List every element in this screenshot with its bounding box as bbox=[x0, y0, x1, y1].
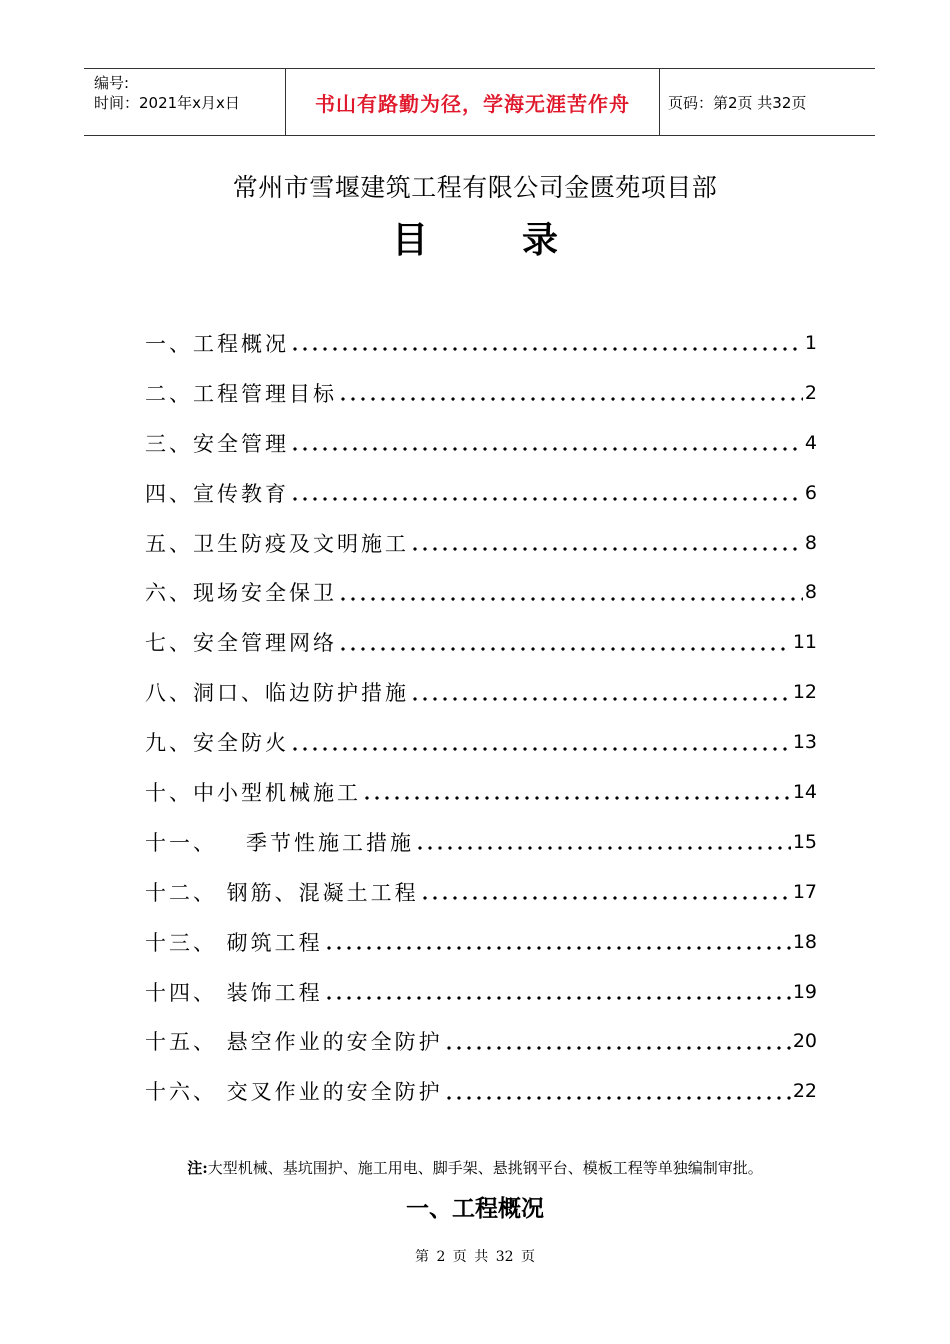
toc-entry[interactable] bbox=[145, 717, 817, 767]
toc-leader-dots bbox=[420, 881, 791, 902]
number-label: 编号: bbox=[94, 74, 130, 92]
toc-entry-label: 三、安全管理 bbox=[145, 431, 289, 456]
toc-entry-label: 十二、 钢筋、混凝土工程 bbox=[145, 880, 419, 905]
toc-entry-label: 十五、 悬空作业的安全防护 bbox=[145, 1030, 443, 1055]
toc-entry-label: 五、卫生防疫及文明施工 bbox=[145, 531, 409, 556]
toc-entry-page: 14 bbox=[792, 780, 817, 803]
toc-leader-dots bbox=[415, 831, 791, 852]
toc-entry-label: 四、宣传教育 bbox=[145, 481, 289, 506]
toc-entry[interactable] bbox=[145, 967, 817, 1017]
toc-entry-page: 18 bbox=[792, 930, 817, 953]
toc-leader-dots bbox=[410, 532, 803, 553]
toc-entry[interactable] bbox=[145, 617, 817, 667]
header-motto-cell bbox=[286, 69, 660, 135]
toc-entry[interactable] bbox=[145, 567, 817, 617]
toc-entry-page: 8 bbox=[804, 531, 817, 554]
toc-entry-page: 19 bbox=[792, 980, 817, 1003]
toc-entry[interactable] bbox=[145, 518, 817, 568]
toc-entry[interactable] bbox=[145, 318, 817, 368]
toc-entry-label: 十四、 装饰工程 bbox=[145, 980, 323, 1005]
toc-entry[interactable] bbox=[145, 767, 817, 817]
toc-leader-dots bbox=[290, 432, 803, 453]
toc-entry-page: 8 bbox=[804, 581, 817, 604]
toc-entry-page: 17 bbox=[792, 880, 817, 903]
toc-entry-page: 12 bbox=[792, 681, 817, 704]
toc-entry-label: 七、安全管理网络 bbox=[145, 631, 337, 656]
toc-entry-label: 二、工程管理目标 bbox=[145, 381, 337, 406]
toc-leader-dots bbox=[338, 632, 791, 653]
company-title: 常州市雪堰建筑工程有限公司金匮苑项目部 bbox=[232, 173, 718, 202]
toc-leader-dots bbox=[290, 732, 791, 753]
note-prefix: 注: bbox=[187, 1159, 208, 1177]
toc-entry-label: 六、现场安全保卫 bbox=[145, 581, 337, 606]
toc-entry-page: 1 bbox=[804, 331, 817, 354]
toc-entry-label: 九、安全防火 bbox=[145, 731, 289, 756]
header-page-cell bbox=[660, 69, 875, 135]
toc-entry-page: 22 bbox=[792, 1080, 817, 1103]
toc-entry-page: 6 bbox=[804, 481, 817, 504]
toc-leader-dots bbox=[324, 931, 791, 952]
motto: 书山有路勤为径，学海无涯苦作舟 bbox=[315, 91, 630, 116]
section-heading: 一、工程概况 bbox=[406, 1195, 544, 1222]
toc-entry[interactable] bbox=[145, 468, 817, 518]
toc-entry[interactable] bbox=[145, 368, 817, 418]
header-meta bbox=[84, 69, 286, 135]
toc-leader-dots bbox=[290, 332, 803, 353]
toc-entry[interactable] bbox=[145, 817, 817, 867]
table-of-contents bbox=[145, 318, 817, 1116]
toc-leader-dots bbox=[410, 682, 791, 703]
toc-title-part2: 录 bbox=[522, 220, 559, 261]
toc-entry-label: 十三、 砌筑工程 bbox=[145, 930, 323, 955]
time-label: 时间：2021年x月x日 bbox=[94, 94, 240, 112]
toc-leader-dots bbox=[338, 582, 803, 603]
toc-entry[interactable] bbox=[145, 1016, 817, 1066]
toc-entry[interactable] bbox=[145, 917, 817, 967]
toc-entry-page: 15 bbox=[792, 830, 817, 853]
toc-leader-dots bbox=[444, 1031, 791, 1052]
toc-leader-dots bbox=[362, 781, 791, 802]
page-header bbox=[84, 68, 875, 136]
page-footer: 第 2 页 共 32 页 bbox=[415, 1249, 535, 1265]
toc-entry-page: 20 bbox=[792, 1030, 817, 1053]
toc-entry[interactable] bbox=[145, 867, 817, 917]
note-text: 大型机械、基坑围护、施工用电、脚手架、悬挑钢平台、模板工程等单独编制审批。 bbox=[207, 1159, 763, 1177]
toc-leader-dots bbox=[444, 1081, 791, 1102]
toc-leader-dots bbox=[324, 981, 791, 1002]
toc-entry-page: 11 bbox=[792, 631, 817, 654]
toc-leader-dots bbox=[338, 382, 803, 403]
toc-entry-page: 2 bbox=[804, 381, 817, 404]
note bbox=[0, 1157, 950, 1178]
toc-leader-dots bbox=[290, 482, 803, 503]
toc-entry-page: 13 bbox=[792, 731, 817, 754]
toc-entry-label: 十六、 交叉作业的安全防护 bbox=[145, 1080, 443, 1105]
toc-title bbox=[0, 212, 950, 263]
toc-entry-label: 一、工程概况 bbox=[145, 331, 289, 356]
toc-entry-label: 十一、 季节性施工措施 bbox=[145, 830, 415, 855]
toc-entry-label: 八、洞口、临边防护措施 bbox=[145, 681, 409, 706]
toc-title-part1: 目 bbox=[391, 220, 428, 261]
page-label: 页码：第2页 共32页 bbox=[668, 93, 807, 112]
toc-entry-page: 4 bbox=[804, 431, 817, 454]
toc-entry-label: 十、中小型机械施工 bbox=[145, 780, 361, 805]
toc-entry[interactable] bbox=[145, 1066, 817, 1116]
toc-entry[interactable] bbox=[145, 418, 817, 468]
toc-entry[interactable] bbox=[145, 667, 817, 717]
